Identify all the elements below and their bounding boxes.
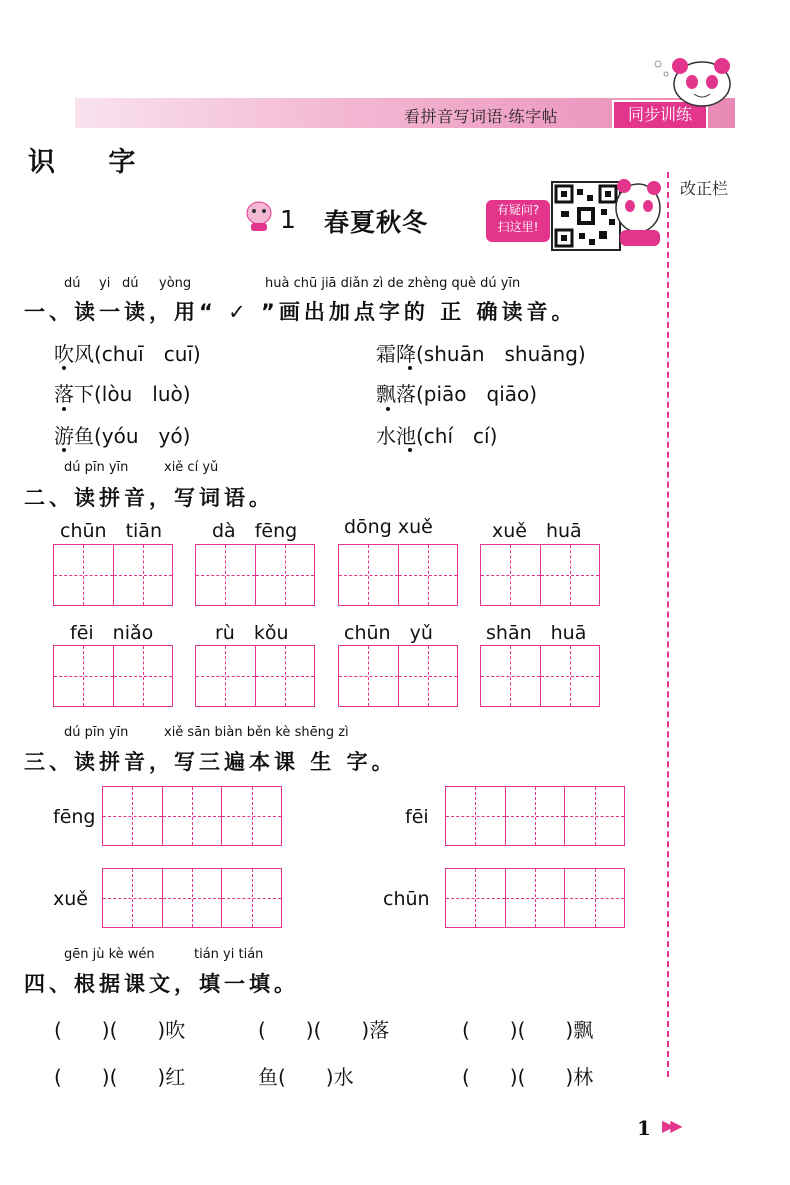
writing-grid[interactable]	[195, 544, 315, 606]
emphasis-dot	[62, 448, 66, 452]
help-badge[interactable]	[486, 200, 550, 242]
correction-divider	[667, 172, 669, 1077]
q1-item-4: 飘落(piāo qiāo)	[376, 382, 538, 406]
q1-item-2: 霜降(shuān shuāng)	[376, 342, 586, 366]
emphasis-dot	[408, 366, 412, 370]
emphasis-dot	[62, 366, 66, 370]
writing-grid[interactable]	[445, 786, 625, 846]
emphasis-dot	[408, 448, 412, 452]
q4-blank[interactable]: ( )( )飘	[462, 1018, 594, 1042]
q3-char-label: xuě	[53, 888, 88, 910]
q1-pinyin-3: dú	[122, 276, 139, 291]
q4-blank[interactable]: ( )( )落	[258, 1018, 390, 1042]
q2-heading: 二、读拼音，写词语。	[24, 486, 274, 510]
writing-grid[interactable]	[195, 645, 315, 707]
writing-grid[interactable]	[338, 645, 458, 707]
help-line2: 扫这里!	[497, 220, 539, 234]
writing-grid[interactable]	[338, 544, 458, 606]
correction-label: 改正栏	[680, 179, 729, 198]
q1-pinyin-2: yi	[99, 276, 111, 291]
qr-code-icon[interactable]	[551, 181, 621, 251]
next-arrows-icon: ▶▶	[662, 1116, 679, 1135]
lesson-number: 1	[280, 205, 296, 234]
q2-word-label: fēi niǎo	[70, 622, 154, 644]
writing-grid[interactable]	[480, 544, 600, 606]
q2-pinyin-2: xiě cí yǔ	[164, 460, 219, 475]
writing-grid[interactable]	[53, 645, 173, 707]
writing-grid[interactable]	[53, 544, 173, 606]
q3-char-label: fēng	[53, 806, 96, 828]
q4-heading: 四、根据课文，填一填。	[24, 972, 299, 996]
cow-mascot-icon	[243, 195, 275, 233]
q4-blank[interactable]: 鱼( )水	[258, 1065, 354, 1089]
q2-word-label: rù kǒu	[215, 622, 289, 644]
panda-mascot-icon	[650, 52, 738, 112]
q4-blank[interactable]: ( )( )红	[54, 1065, 186, 1089]
header-title: 看拼音写词语·练字帖	[404, 107, 559, 126]
q3-char-label: chūn	[383, 888, 430, 910]
q1-pinyin-1: dú	[64, 276, 81, 291]
q1-pinyin-5: huà chū jiā diǎn zì de zhèng què dú yīn	[265, 276, 521, 291]
section-title: 识 字	[28, 147, 158, 178]
writing-grid[interactable]	[102, 868, 282, 928]
q2-word-label: xuě huā	[492, 520, 582, 542]
writing-grid[interactable]	[102, 786, 282, 846]
q4-pinyin-1: gēn jù kè wén	[64, 947, 155, 962]
q4-blank[interactable]: ( )( )林	[462, 1065, 594, 1089]
q2-word-label: dōng xuě	[344, 516, 433, 538]
q3-pinyin-1: dú pīn yīn	[64, 725, 129, 740]
q3-char-label: fēi	[405, 806, 429, 828]
q2-pinyin-1: dú pīn yīn	[64, 460, 129, 475]
q1-item-6: 水池(chí cí)	[376, 424, 498, 448]
lesson-title: 春夏秋冬	[324, 208, 429, 237]
q1-item-1: 吹风(chuī cuī)	[54, 342, 201, 366]
q3-heading: 三、读拼音，写三遍本课 生 字。	[24, 750, 397, 774]
emphasis-dot	[386, 407, 390, 411]
q1-heading: 一、读一读，用“ ✓ ”画出加点字的 正 确读音。	[24, 300, 577, 324]
q3-pinyin-2: xiě sān biàn běn kè shēng zì	[164, 725, 349, 740]
page-number: 1	[637, 1116, 651, 1140]
q2-word-label: shān huā	[486, 622, 587, 644]
help-line1: 有疑问?	[496, 203, 540, 217]
emphasis-dot	[62, 407, 66, 411]
header-tag: 同步训练	[612, 100, 708, 130]
q2-word-label: chūn tiān	[60, 520, 162, 542]
q4-pinyin-2: tián yi tián	[194, 947, 264, 962]
writing-grid[interactable]	[445, 868, 625, 928]
q1-item-5: 游鱼(yóu yó)	[54, 424, 191, 448]
panda-peek-icon	[614, 174, 666, 248]
q1-pinyin-4: yòng	[159, 276, 192, 291]
q2-word-label: chūn yǔ	[344, 622, 433, 644]
q2-word-label: dà fēng	[212, 520, 298, 542]
writing-grid[interactable]	[480, 645, 600, 707]
q4-blank[interactable]: ( )( )吹	[54, 1018, 186, 1042]
q1-item-3: 落下(lòu luò)	[54, 382, 191, 406]
